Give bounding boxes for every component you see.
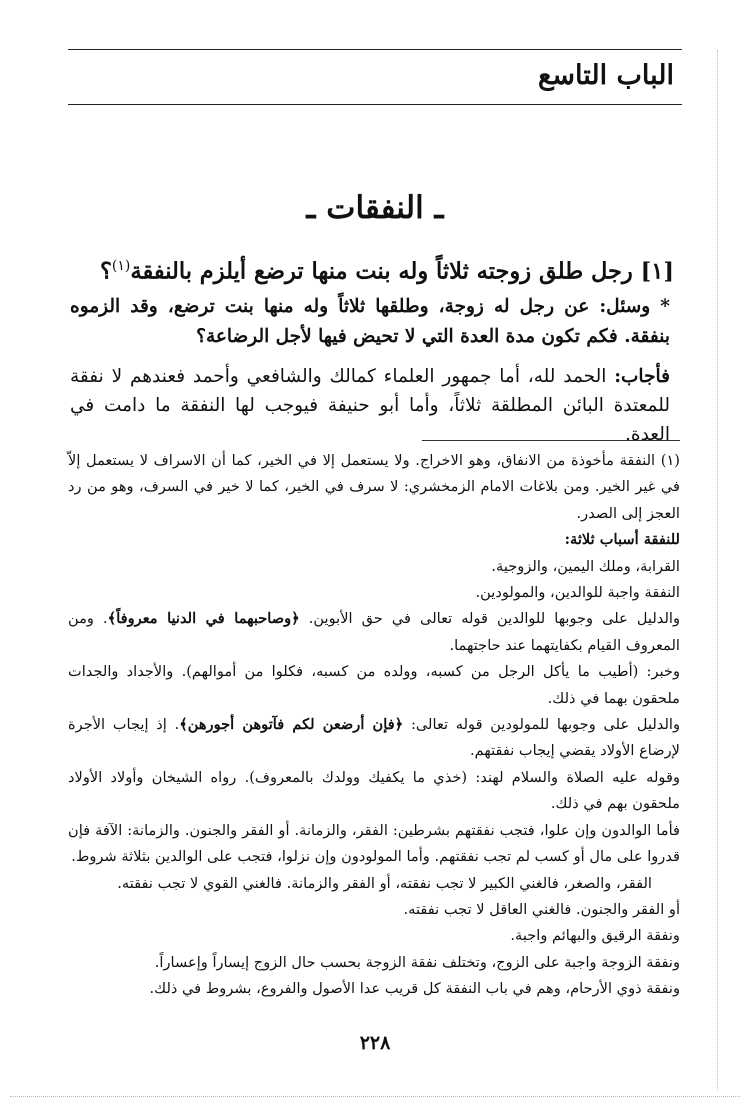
header-rule <box>68 104 682 105</box>
question-body: * وسئل: عن رجل له زوجة، وطلقها ثلاثاً وله منها بنت ترضع، وقد الزموه بنفقة. فكم تكون مدة العدة التي لا تحيض فيها لأجل الرضاعة؟ <box>70 296 670 347</box>
footnote-marker: (١) <box>111 258 131 274</box>
chapter-heading: الباب التاسع <box>537 60 674 91</box>
footnote-line: ونفقة ذوي الأرحام، وهم في باب النفقة كل قريب عدا الأصول والفروع، بشروط في ذلك. <box>149 980 680 998</box>
footnote-text: . ومن المعروف القيام بكفايتهما عند حاجتهما. <box>68 610 680 654</box>
footnote-line: وقوله عليه الصلاة والسلام لهند: (خذي ما يكفيك وولدك بالمعروف). رواه الشيخان وأولاد الأولاد ملحقون بهم في ذلك. <box>68 768 680 813</box>
question-title <box>70 250 674 288</box>
footnote-line: ونفقة الرقيق والبهائم واجبة. <box>510 927 680 945</box>
footnote-line: فأما الوالدون وإن علوا، فتجب نفقتهم بشرطين: الفقر، والزمانة. أو الفقر والجنون. والزمانة: الآفة فإن قدروا على مال أو كسب لم تجب نفقتهم. وأما المولودون وإن نزلوا، فتجب على الوالدين بثلاثة شروط. <box>68 821 680 866</box>
answer-text: الحمد لله، أما جمهور العلماء كمالك والشافعي وأحمد فعندهم لا نفقة للمعتدة البائن المطلقة ثلاثاً، وأما أبو حنيفة فيوجب لها النفقة ما دامت في العدة. <box>70 366 670 445</box>
quran-verse: ﴿فإن أرضعن لكم فآتوهن أجورهن﴾ <box>179 716 404 734</box>
page-number: ٢٢٨ <box>359 1032 391 1054</box>
footnote-line: القرابة، وملك اليمين، والزوجية. <box>491 557 680 575</box>
footnote-line: النفقة واجبة للوالدين، والمولودين. <box>475 584 680 602</box>
footnotes <box>68 448 680 1003</box>
footnote-subheading: للنفقة أسباب ثلاثة: <box>564 531 680 549</box>
footnote-line: الفقر، والصغر، فالغني الكبير لا تجب نفقته، أو الفقر والزمانة. فالغني القوي لا تجب نفقته. <box>117 874 652 892</box>
footnote-line: وخبر: (أطيب ما يأكل الرجل من كسبه، وولده من كسبه، فكلوا من أموالهم). والأجداد والجدات ملحقون بهما في ذلك. <box>68 663 680 707</box>
footnote-text: والدليل على وجوبها للوالدين قوله تعالى في حق الأبوين. <box>299 610 680 628</box>
quran-verse: ﴿وصاحبهما في الدنيا معروفاً﴾ <box>107 610 300 628</box>
footnote-text: والدليل على وجوبها للمولودين قوله تعالى: <box>403 716 681 734</box>
section-title: ـ النفقات ـ <box>306 190 444 226</box>
answer-lead: فأجاب: <box>614 366 670 387</box>
footnote-line <box>68 712 680 765</box>
footnote-separator <box>422 440 680 441</box>
footnote-line <box>68 606 680 659</box>
scan-edge-right <box>716 50 718 1090</box>
scan-edge-bottom <box>10 1096 740 1097</box>
top-rule <box>68 49 682 50</box>
footnote-line: ونفقة الزوجة واجبة على الزوج، وتختلف نفقة الزوجة بحسب حال الزوج إيساراً وإعساراً. <box>154 953 680 971</box>
question-title-text: [١] رجل طلق زوجته ثلاثاً وله بنت منها ترضع أيلزم بالنفقة <box>130 258 674 285</box>
footnote-1: (١) النفقة مأخوذة من الانفاق، وهو الاخراج. ولا يستعمل إلا في الخير، كما أن الاسراف لا يستعمل إلاّ في غير الخير. ومن بلاغات الامام الزمخشري: لا سرف في الخير، كما لا خير في السرف، وهو من رد العجز إلى الصدر. <box>68 452 680 522</box>
answer-paragraph <box>70 362 670 449</box>
footnote-line: أو الفقر والجنون. فالغني العاقل لا تجب نفقته. <box>403 900 680 918</box>
question-mark: ؟ <box>99 258 112 285</box>
footnote-text: . إذ إيجاب الأجرة لإرضاع الأولاد يقضي إيجاب نفقتهم. <box>68 716 680 760</box>
